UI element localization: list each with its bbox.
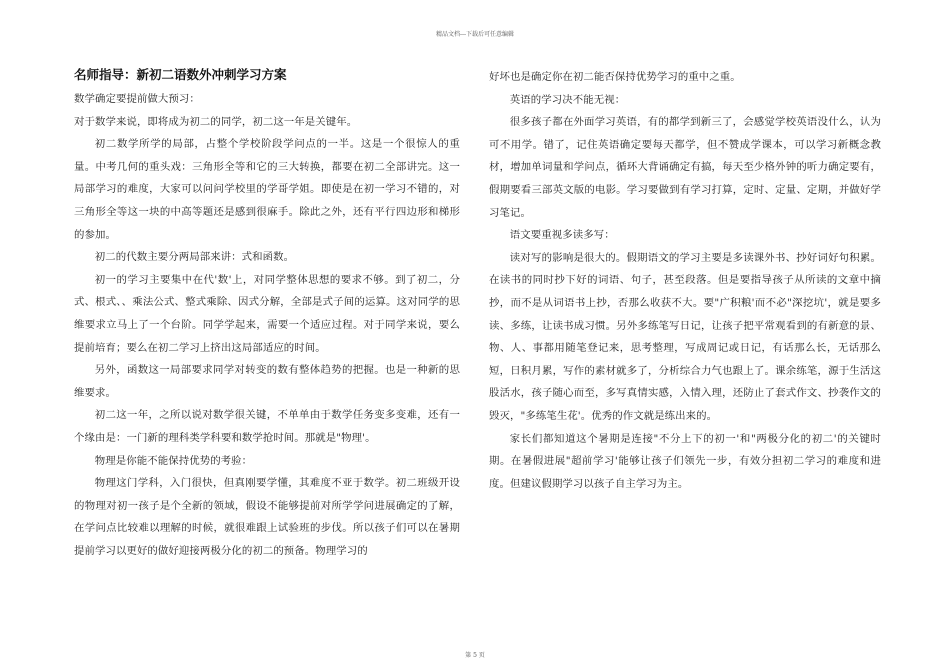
page-number: 第 5 页: [465, 652, 485, 659]
right-column: [489, 66, 881, 495]
paragraph: 读对写的影响是很大的。假期语文的学习主要是多读课外书、抄好词好句积累。在读书的同时抄下好的词语、句子，甚至段落。但是要指导孩子从所读的文章中摘抄，而不是从词语书上抄，否那么收获不大。要"广积粮'而不必"深挖坑'，就是要多读、多练，让读书成习惯。另外多练笔写日记，让孩子把平常观看到的有新意的景、物、人、事都用随笔登记来，思考整理，写成周记或日记，有话那么长，无话那么短，日积月累，写作的素材就多了，分析综合力气也跟上了。课余练笔，源于生活这股活水，孩子随心而至，多写真情实感，入情入理，还防止了套式作文、抄袭作文的毁灭，"多练笔生花'。优秀的作文就是练出来的。: [489, 251, 881, 422]
left-column: [74, 66, 460, 562]
paragraph: 初二这一年，之所以说对数学很关键，不单单由于数学任务变多变难，还有一个缘由是：一门新的理科类学科要和数学抢时间。那就是"物理'。: [74, 409, 460, 444]
paragraph: 另外，函数这一局部要求同学对转变的数有整体趋势的把握。也是一种新的思维要求。: [74, 364, 460, 399]
section-heading: 语文要重视多读多写：: [509, 229, 615, 242]
paragraph: 对于数学来说，即将成为初二的同学，初二这一年是关键年。: [74, 115, 358, 128]
page-header: 精品文档---下载后可任意编辑: [435, 31, 515, 38]
paragraph: 家长们都知道这个暑期是连接"不分上下的初一'和"两极分化的初二'的关键时期。在暑假进展"超前学习'能够让孩子们领先一步，有效分担初二学习的难度和进度。但建议假期学习以孩子自主学习为主。: [489, 432, 881, 490]
paragraph: 物理这门学科，入门很快，但真刚要学懂，其难度不亚于数学。初二班级开设的物理对初一孩子是个全新的领域，假设不能够提前对所学学问进展确定的了解，在学问点比较难以理解的时候，就很难跟上试验班的步伐。所以孩子们可以在暑期提前学习以更好的做好迎接两极分化的初二的预备。物理学习的: [74, 477, 460, 557]
paragraph: 好坏也是确定你在初二能否保持优势学习的重中之重。: [489, 71, 741, 83]
article-title: 名师指导：新初二语数外冲刺学习方案: [74, 67, 287, 82]
paragraph: 初二数学所学的局部，占整个学校阶段学问点的一半。这是一个很惊人的重量。中考几何的重头戏：三角形全等和它的三大转换，都要在初二全部讲完。这一局部学习的难度，大家可以问问学校里的学哥学姐。即使是在初一学习不错的，对三角形全等这一块的中高等题还是感到很麻手。除此之外，还有平行四边形和梯形的参加。: [74, 138, 460, 241]
paragraph: 初二的代数主要分两局部来讲：式和函数。: [94, 251, 295, 264]
paragraph: 数学确定要提前做大预习：: [74, 93, 200, 105]
section-heading: 英语的学习决不能无视：: [509, 93, 626, 106]
section-heading: 物理是你能不能保持优势的考验：: [94, 454, 253, 467]
paragraph: 初一的学习主要集中在代'数'上，对同学整体思想的要求不够。到了初二，分式、根式、、乘法公式、整式乘除、因式分解，全部是式子间的运算。这对同学的思维要求立马上了一个台阶。同学学起来，需要一个适应过程。对于同学来说，要么提前培育；要么在初二学习上挤出这局部适应的时间。: [74, 273, 460, 354]
paragraph: 很多孩子都在外面学习英语，有的都学到新三了，会感觉学校英语没什么，认为可不用学。错了，记住英语确定要每天都学，但不赞成学课本，可以学习新概念教材，增加单词量和学问点，循环大背诵确定有搞，每天至少格外钟的听力确定要有，假期要看三部英文版的电影。学习要做到有学习打算，定时、定量、定期，并做好学习笔记。: [489, 116, 881, 219]
